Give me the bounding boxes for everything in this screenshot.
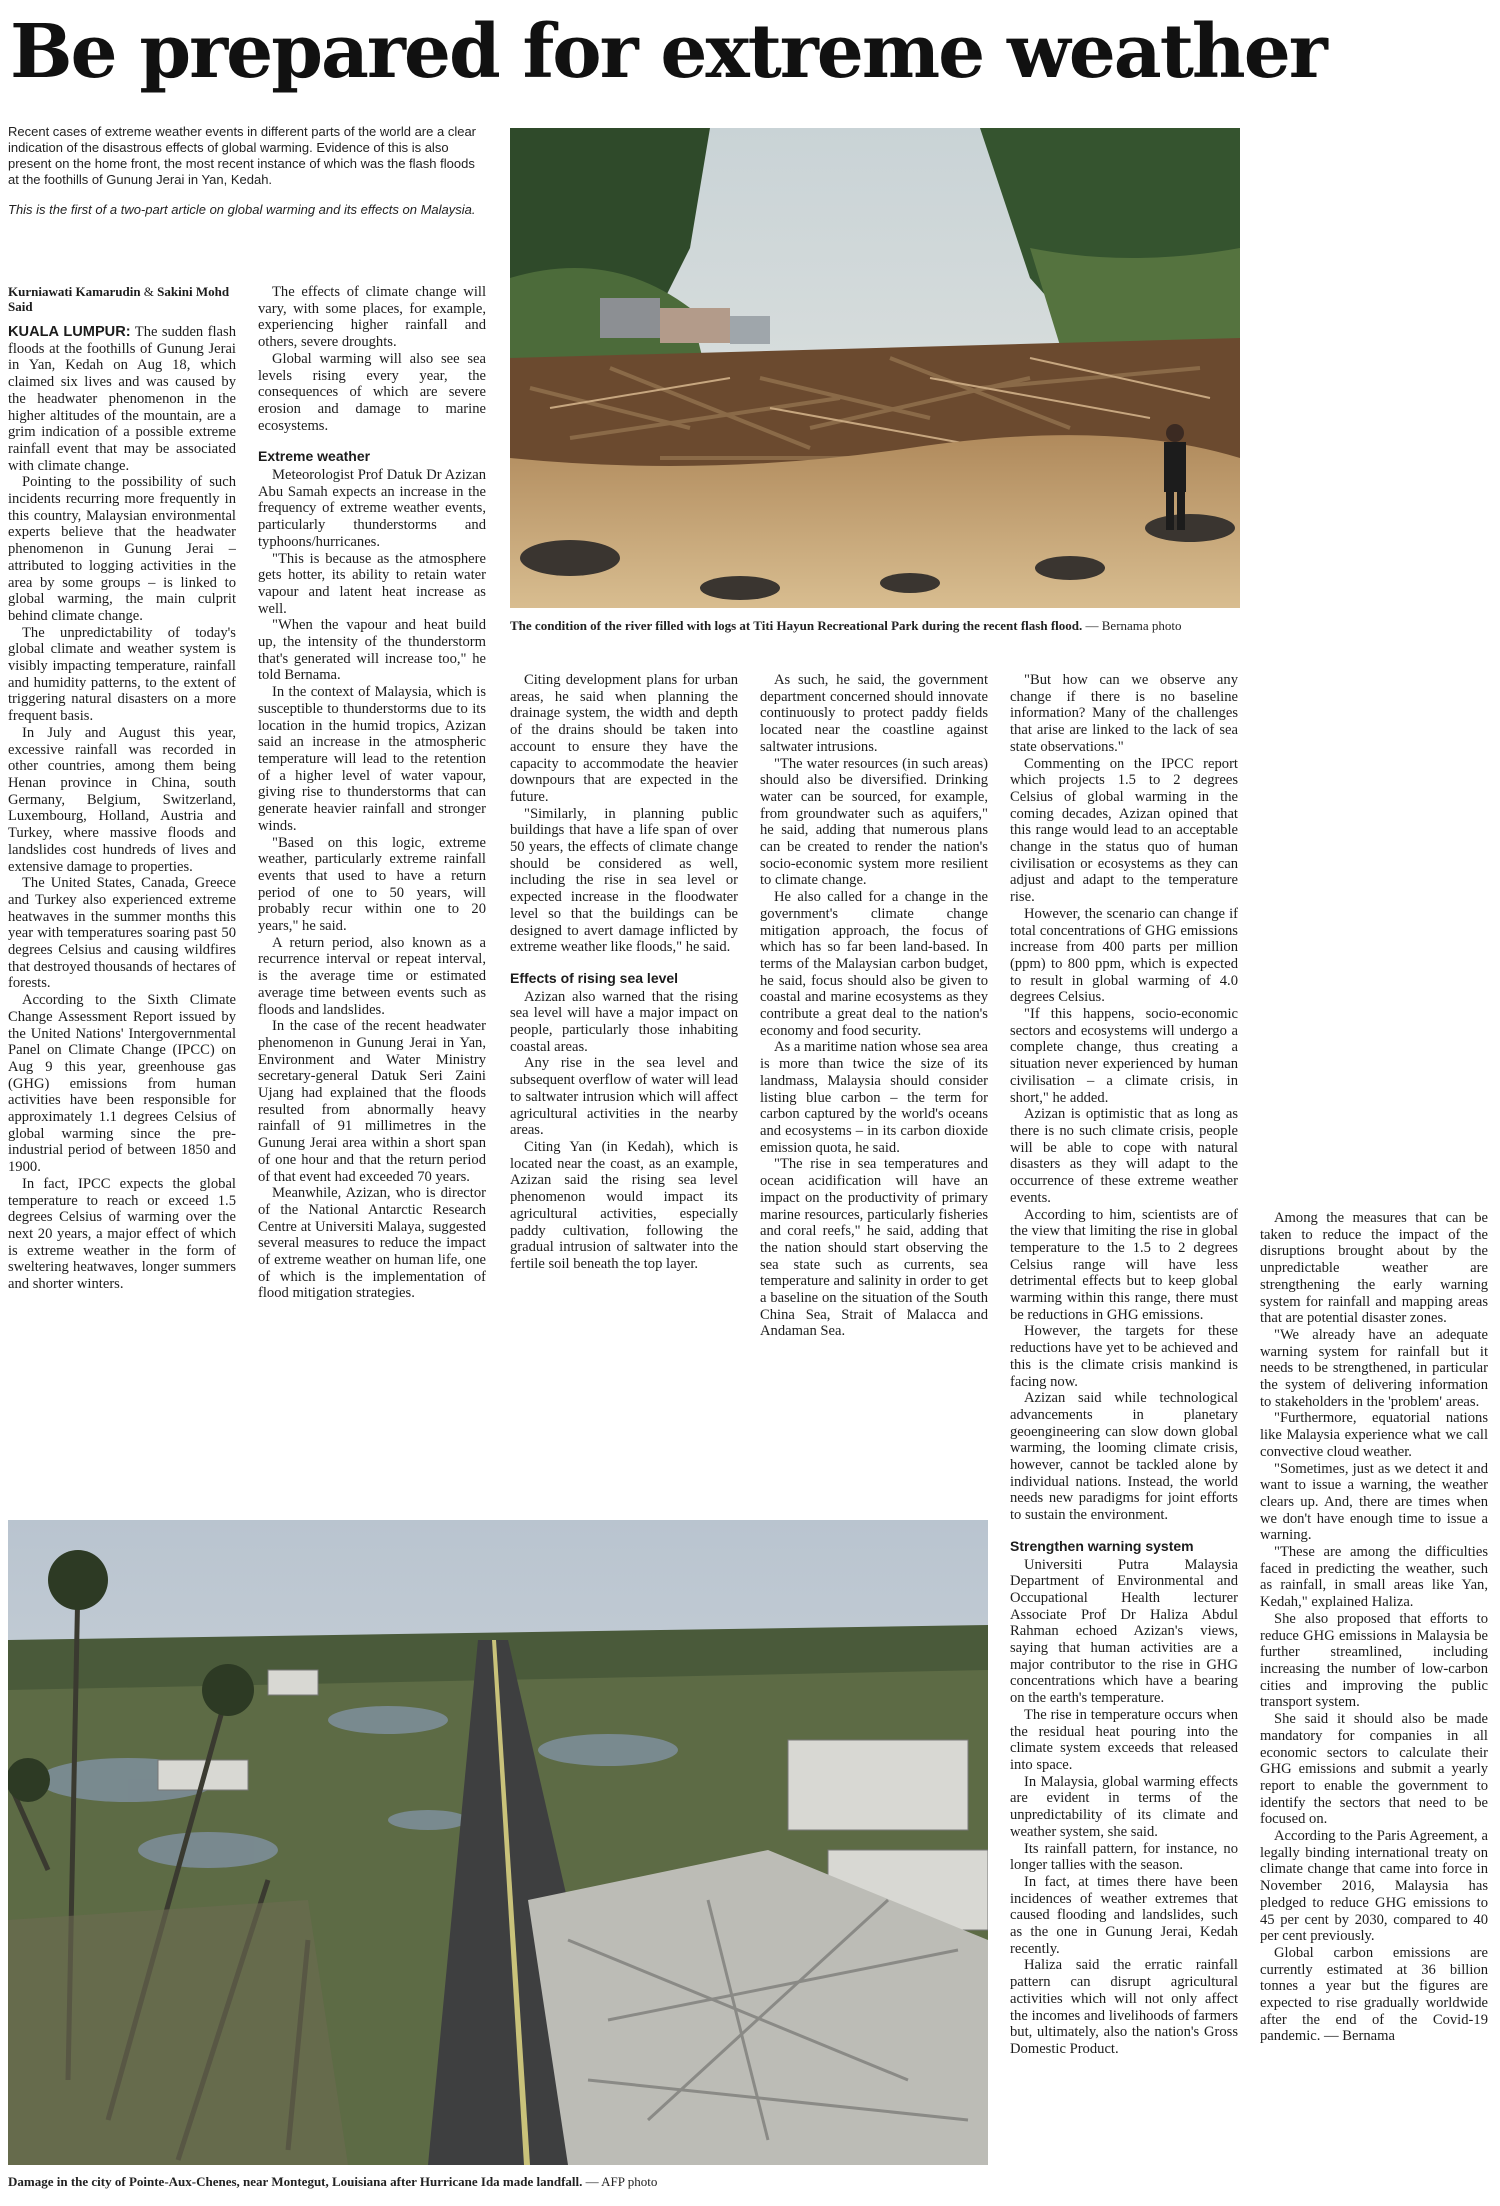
article-paragraph: Any rise in the sea level and subsequent overflow of water will lead to saltwater intrusion which will affect agricultural activities in the nearby areas. <box>510 1055 738 1139</box>
article-paragraph: "We already have an adequate warning system for rainfall but it needs to be strengthened, in particular the system of delivering information to stakeholders in the 'problem' areas. <box>1260 1326 1488 1410</box>
article-paragraph: The United States, Canada, Greece and Turkey also experienced extreme heatwaves in the summer months this year with temperatures soaring past 50 degrees Celsius and causing wildfires that destroyed thousands of hectares of forests. <box>8 875 236 992</box>
article-paragraph: The rise in temperature occurs when the residual heat pouring into the climate system exceeds that released into space. <box>1010 1706 1238 1773</box>
article-paragraph: "This is because as the atmosphere gets hotter, its ability to retain water vapour and latent heat increase as well. <box>258 550 486 617</box>
article-paragraph: "If this happens, socio-economic sectors and ecosystems will undergo a complete change, thus creating a situation never experienced by human civilisation – a climate crisis, in short," he added. <box>1010 1006 1238 1106</box>
article-paragraph: In Malaysia, global warming effects are evident in terms of the unpredictability of its climate and weather system, she said. <box>1010 1773 1238 1840</box>
article-paragraph: "These are among the difficulties faced in predicting the weather, such as rainfall, in small areas like Yan, Kedah," explained Haliza. <box>1260 1544 1488 1611</box>
article-paragraph: She said it should also be made mandatory for companies in all economic sectors to calculate their GHG emissions and submit a yearly report to enable the government to identify the sectors that need to be focused on. <box>1260 1711 1488 1828</box>
article-paragraph: The effects of climate change will vary, with some places, for example, experiencing higher rainfall and others, severe droughts. <box>258 284 486 351</box>
column-1: Kurniawati Kamarudin & Sakini Mohd Said KUALA LUMPUR: The sudden flash floods at the foothills of Gunung Jerai in Yan, Kedah on Aug 18, which claimed six lives and was caused by the headwater phenomenon in the higher altitudes of the mountain, are a grim indication of a possible extreme rainfall event that may be associated with climate change. Pointing to the possibility of such incidents recurring more frequently in this country, Malaysian environmental experts believe that the headwater phenomenon in Gunung Jerai – attributed to logging activities in the area by some groups – is linked to global warming, the main culprit behind climate change. The unpredictability of today's global climate and weather system is visibly impacting temperature, rainfall and humidity patterns, to the extent of triggering natural disasters on a more frequent basis. In July and August this year, excessive rainfall was recorded in other countries, among them being Henan province in China, south Germany, Belgium, Switzerland, Luxembourg, Holland, Austria and Turkey, where massive floods and landslides cost hundreds of lives and extensive damage to properties. The United States, Canada, Greece and Turkey also experienced extreme heatwaves in the summer months this year with temperatures soaring past 50 degrees Celsius and causing wildfires that destroyed thousands of hectares of forests. According to the Sixth Climate Change Assessment Report issued by the United Nations' Intergovernmental Panel on Climate Change (IPCC) on Aug 9 this year, greenhouse gas (GHG) emissions from human activities have been responsible for approximately 1.1 degrees Celsius of global warming since the pre-industrial period of between 1850 and 1900. In fact, IPCC expects the global temperature to reach or exceed 1.5 degrees Celsius of warming over the next 20 years, a major effect of which is extreme weather in the form of sweltering heatwaves, longer summers and shorter winters. <box>8 284 236 1293</box>
column-5 <box>1010 672 1238 2202</box>
article-paragraph: Azizan is optimistic that as long as there is no such climate crisis, people will be able to cope with natural disasters as they will adapt to the occurrence of these extreme weather events. <box>1010 1106 1238 1206</box>
article-paragraph: "But how can we observe any change if there is no baseline information? Many of the challenges that arise are linked to the lack of sea state observations." <box>1010 672 1238 755</box>
hurricane-caption-text: Damage in the city of Pointe-Aux-Chenes, near Montegut, Louisiana after Hurricane Ida made landfall. <box>8 2174 583 2189</box>
article-paragraph: "Furthermore, equatorial nations like Malaysia experience what we call convective cloud weather. <box>1260 1410 1488 1460</box>
article-paragraph: Azizan said while technological advancements in planetary geoengineering can slow down global warming, the looming climate crisis, however, cannot be tackled alone by individual nations. Instead, the world needs new paradigms for joint efforts to sustain the environment. <box>1010 1390 1238 1524</box>
article-paragraph: However, the scenario can change if total concentrations of GHG emissions increase from 400 parts per million (ppm) to 800 ppm, which is expected to result in global warming of 4.0 degrees Celsius. <box>1010 905 1238 1006</box>
article-paragraph: According to the Sixth Climate Change Assessment Report issued by the United Nations' Intergovernmental Panel on Climate Change (IPCC) on Aug 9 this year, greenhouse gas (GHG) emissions from human activities have been responsible for approximately 1.1 degrees Celsius of global warming since the pre-industrial period of between 1850 and 1900. <box>8 992 236 1176</box>
article-paragraph: Global carbon emissions are currently estimated at 36 billion tonnes a year but the figures are expected to rise gradually worldwide after the end of the Covid-19 pandemic. — Bernama <box>1260 1944 1488 2045</box>
flood-photo <box>510 128 1240 608</box>
article-paragraph: She also proposed that efforts to reduce GHG emissions in Malaysia be further streamlined, including increasing the number of low-carbon cities and improving the public transport system. <box>1260 1610 1488 1711</box>
article-paragraph: In fact, IPCC expects the global temperature to reach or exceed 1.5 degrees Celsius of warming over the next 20 years, a major effect of which is extreme weather in the form of sweltering heatwaves, longer summers and shorter winters. <box>8 1175 236 1293</box>
article-paragraph: In July and August this year, excessive rainfall was recorded in other countries, among them being Henan province in China, south Germany, Belgium, Switzerland, Luxembourg, Holland, Austria and Turkey, where massive floods and landslides cost hundreds of lives and extensive damage to properties. <box>8 724 236 875</box>
article-paragraph: The unpredictability of today's global climate and weather system is visibly impacting temperature, rainfall and humidity patterns, to the extent of triggering natural disasters on a more frequent basis. <box>8 624 236 725</box>
article-paragraph: Citing Yan (in Kedah), which is located near the coast, as an example, Azizan said the rising sea level phenomenon would impact its agricultural activities, especially paddy cultivation, following the gradual intrusion of saltwater into the fertile soil beneath the top layer. <box>510 1138 738 1272</box>
flood-caption-credit: — Bernama photo <box>1085 618 1182 633</box>
hurricane-caption-credit: — AFP photo <box>585 2174 658 2189</box>
article-paragraph: Pointing to the possibility of such incidents recurring more frequently in this country, Malaysian environmental experts believe that the headwater phenomenon in Gunung Jerai – attributed to logging activities in the area by some groups – is linked to global warming, the main culprit behind climate change. <box>8 474 236 624</box>
dateline: KUALA LUMPUR: <box>8 324 131 340</box>
article-paragraph: However, the targets for these reductions have yet to be achieved and this is the climate crisis mankind is facing now. <box>1010 1323 1238 1390</box>
subhead-warning-system: Strengthen warning system <box>1010 1537 1194 1554</box>
article-paragraph: Meteorologist Prof Datuk Dr Azizan Abu Samah expects an increase in the frequency of extreme weather events, particularly thunderstorms and typhoons/hurricanes. <box>258 467 486 550</box>
article-paragraph: Haliza said the erratic rainfall pattern can disrupt agricultural activities which will not only affect the incomes and livelihoods of farmers but, ultimately, also the nation's Gross Domestic Product. <box>1010 1957 1238 2057</box>
column-6 <box>1260 1210 1488 2202</box>
flood-photo-caption <box>510 618 1240 634</box>
article-paragraph: "The rise in sea temperatures and ocean acidification will have an impact on the productivity of primary marine resources, particularly fisheries and coral reefs," he said, adding that the nation should start observing the sea state such as currents, sea temperature and salinity in order to get a baseline on the situation of the South China Sea, Strait of Malacca and Andaman Sea. <box>760 1156 988 1340</box>
hurricane-photo-caption <box>8 2174 988 2190</box>
article-paragraph: In the context of Malaysia, which is susceptible to thunderstorms due to its location in the humid tropics, Azizan said an increase in the atmospheric temperature will lead to the retention of a higher level of water vapour, giving rise to thunderstorms that can generate heavier rainfall and stronger winds. <box>258 684 486 834</box>
intro-series-note: This is the first of a two-part article on global warming and its effects on Malaysia. <box>8 202 476 217</box>
subhead-sea-level: Effects of rising sea level <box>510 969 679 986</box>
intro-summary: Recent cases of extreme weather events in different parts of the world are a clear indication of the disastrous effects of global warming. Evidence of this is also present on the home front, the most recent instance of which was the flash floods at the foothills of Gunung Jerai in Yan, Kedah. <box>8 124 476 187</box>
article-paragraph: "Similarly, in planning public buildings that have a life span of over 50 years, the effects of climate change should be considered as well, including the rise in sea level or expected increase in the floodwater level so that the buildings can be designed to avert damage inflicted by extreme weather like floods," he said. <box>510 805 738 956</box>
article-paragraph: Global warming will also see sea levels rising every year, the consequences of which are severe erosion and damage to marine ecosystems. <box>258 350 486 434</box>
article-paragraph: Universiti Putra Malaysia Department of Environmental and Occupational Health lecturer Associate Prof Dr Haliza Abdul Rahman echoed Azizan's views, saying that human activities are a major contributor to the rise in GHG concentrations which have a bearing on the earth's temperature. <box>1010 1556 1238 1707</box>
article-paragraph: A return period, also known as a recurrence interval or repeat interval, is the average time or estimated average time between events such as floods and landslides. <box>258 934 486 1018</box>
byline: Kurniawati Kamarudin & Sakini Mohd Said <box>8 284 230 314</box>
article-paragraph: He also called for a change in the government's climate change mitigation approach, the focus of which has so far been land-based. In terms of the Malaysian carbon budget, he said, focus should also be given to coastal and marine ecosystems as they contribute a great deal to the nation's economy and food security. <box>760 889 988 1039</box>
article-paragraph: "When the vapour and heat build up, the intensity of the thunderstorm that's generated will increase too," he told Bernama. <box>258 617 486 684</box>
intro-block <box>8 124 488 232</box>
article-paragraph: Meanwhile, Azizan, who is director of the National Antarctic Research Centre at Universiti Malaya, suggested several measures to reduce the impact of extreme weather on human life, one of which is the implementation of flood mitigation strategies. <box>258 1185 486 1302</box>
column-2 <box>258 284 486 1506</box>
article-paragraph: According to the Paris Agreement, a legally binding international treaty on climate change that came into force in November 2016, Malaysia has pledged to reduce GHG emissions to 45 per cent by 2030, compared to 40 per cent previously. <box>1260 1828 1488 1945</box>
article-paragraph: Its rainfall pattern, for instance, no longer tallies with the season. <box>1010 1840 1238 1874</box>
article-paragraph: "Based on this logic, extreme weather, particularly extreme rainfall events that used to have a return period of one to 50 years, will probably recur within one to 20 years," he said. <box>258 834 486 935</box>
article-paragraph: According to him, scientists are of the view that limiting the rise in global temperature to the 1.5 to 2 degrees Celsius range will have less detrimental effects but to keep global warming within this range, there must be reductions in GHG emissions. <box>1010 1206 1238 1323</box>
article-paragraph: As such, he said, the government department concerned should innovate continuously to protect paddy fields located near the coastline against saltwater intrusions. <box>760 672 988 755</box>
article-paragraph: As a maritime nation whose sea area is more than twice the size of its landmass, Malaysia should consider listing blue carbon – the term for carbon captured by the world's oceans and ecosystems – in its carbon dioxide emission quota, he said. <box>760 1039 988 1156</box>
headline: Be prepared for extreme weather <box>10 9 1326 95</box>
article-paragraph: "Sometimes, just as we detect it and want to issue a warning, the weather clears up. And, there are times when we don't have enough time to issue a warning. <box>1260 1460 1488 1544</box>
hurricane-photo <box>8 1520 988 2165</box>
column-4 <box>760 672 988 1506</box>
flood-caption-text: The condition of the river filled with logs at Titi Hayun Recreational Park during the recent flash flood. <box>510 618 1083 633</box>
article-paragraph: Commenting on the IPCC report which projects 1.5 to 2 degrees Celsius of global warming in the coming decades, Azizan opined that this range would lead to an acceptable change in the status quo of human civilisation or ecosystems as they can adjust and adapt to the temperature rise. <box>1010 755 1238 906</box>
column-3 <box>510 672 738 1506</box>
article-paragraph: In the case of the recent headwater phenomenon in Gunung Jerai in Yan, Environment and Water Ministry secretary-general Datuk Seri Zaini Ujang had explained that the floods resulted from abnormally heavy rainfall of 91 millimetres in the Gunung Jerai area within a short span of one hour and that the return period of that event had exceeded 70 years. <box>258 1018 486 1185</box>
article-paragraph: "The water resources (in such areas) should also be diversified. Drinking water can be sourced, for example, from groundwater such as aquifers," he said, adding that numerous plans can be created to render the nation's socio-economic system more resilient to climate change. <box>760 755 988 889</box>
article-paragraph: In fact, at times there have been incidences of weather extremes that caused flooding and landslides, such as the one in Gunung Jerai, Kedah recently. <box>1010 1873 1238 1957</box>
article-paragraph: Citing development plans for urban areas, he said when planning the drainage system, the width and depth of the drains should be taken into account to ensure they have the capacity to accommodate the heavier downpours that are expected in the future. <box>510 672 738 805</box>
article-paragraph: Among the measures that can be taken to reduce the impact of the disruptions brought about by the unpredictable weather are strengthening the early warning system for rainfall and mapping areas that are potential disaster zones. <box>1260 1210 1488 1327</box>
article-paragraph: Azizan also warned that the rising sea level will have a major impact on people, particularly those inhabiting coastal areas. <box>510 988 738 1055</box>
subhead-extreme-weather: Extreme weather <box>258 448 371 465</box>
